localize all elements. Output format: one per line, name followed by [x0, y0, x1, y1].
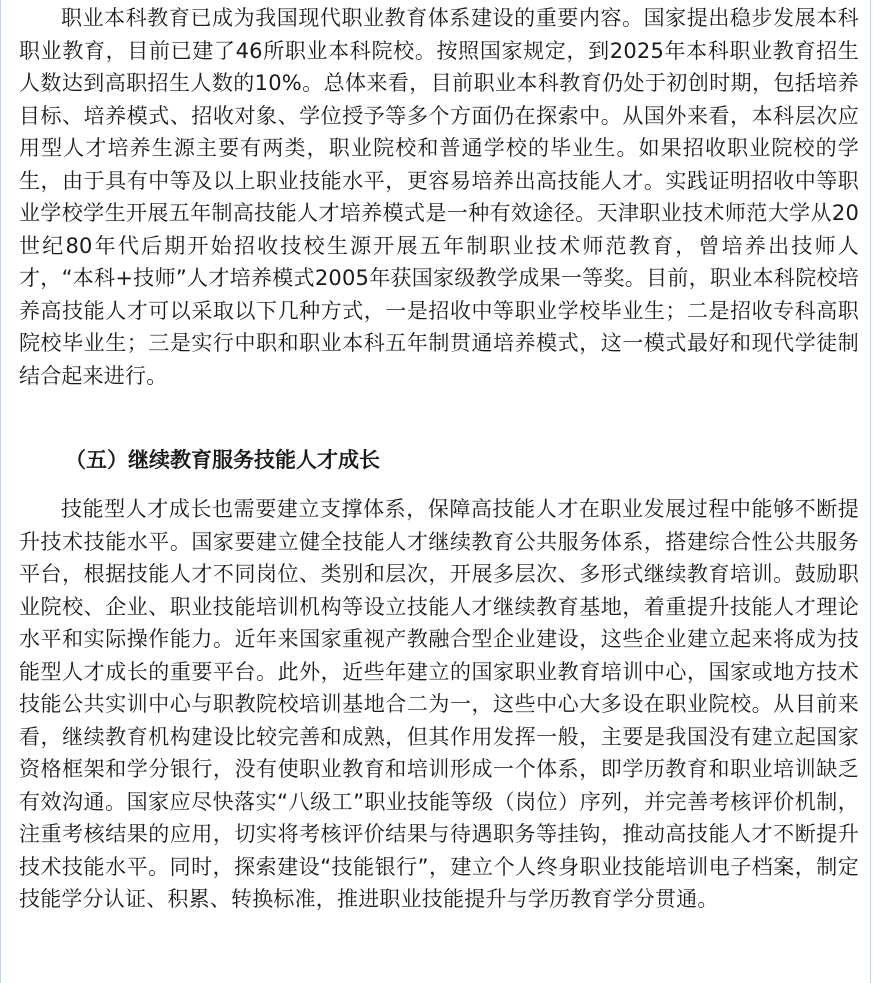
paragraph-continuing-education: 技能型人才成长也需要建立支撑体系，保障高技能人才在职业发展过程中能够不断提升技术技能水平。国家要建立健全技能人才继续教育公共服务体系，搭建综合性公共服务平台，根据技能人才不同岗位、类别和层次，开展多层次、多形式继续教育培训。鼓励职业院校、企业、职业技能培训机构等设立技能人才继续教育基地，着重提升技能人才理论水平和实际操作能力。近年来国家重视产教融合型企业建设，这些企业建立起来将成为技能型人才成长的重要平台。此外，近些年建立的国家职业教育培训中心，国家或地方技术技能公共实训中心与职教院校培训基地合二为一，这些中心大多设在职业院校。从目前来看，继续教育机构建设比较完善和成熟，但其作用发挥一般，主要是我国没有建立起国家资格框架和学分银行，没有使职业教育和培训形成一个体系，即学历教育和职业培训缺乏有效沟通。国家应尽快落实“八级工”职业技能等级（岗位）序列，并完善考核评价机制，注重考核结果的应用，切实将考核评价结果与待遇职务等挂钩，推动高技能人才不断提升技术技能水平。同时，探索建设“技能银行”，建立个人终身职业技能培训电子档案，制定技能学分认证、积累、转换标准，推进职业技能提升与学历教育学分贯通。 [19, 497, 859, 911]
section-heading: （五）继续教育服务技能人才成长 [65, 448, 380, 472]
paragraph-vocational-undergraduate: 职业本科教育已成为我国现代职业教育体系建设的重要内容。国家提出稳步发展本科职业教育，目前已建了46所职业本科院校。按照国家规定，到2025年本科职业教育招生人数达到高职招生人数的10%。总体来看，目前职业本科教育仍处于初创时期，包括培养目标、培养模式、招收对象、学位授予等多个方面仍在探索中。从国外来看，本科层次应用型人才培养生源主要有两类，职业院校和普通学校的毕业生。如果招收职业院校的学生，由于具有中等及以上职业技能水平，更容易培养出高技能人才。实践证明招收中等职业学校学生开展五年制高技能人才培养模式是一种有效途径。天津职业技术师范大学从20世纪80年代后期开始招收技校生源开展五年制职业技术师范教育，曾培养出技师人才，“本科+技师”人才培养模式2005年获国家级教学成果一等奖。目前，职业本科院校培养高技能人才可以采取以下几种方式，一是招收中等职业学校毕业生；二是招收专科高职院校毕业生；三是实行中职和职业本科五年制贯通培养模式，这一模式最好和现代学徒制结合起来进行。 [19, 6, 859, 388]
